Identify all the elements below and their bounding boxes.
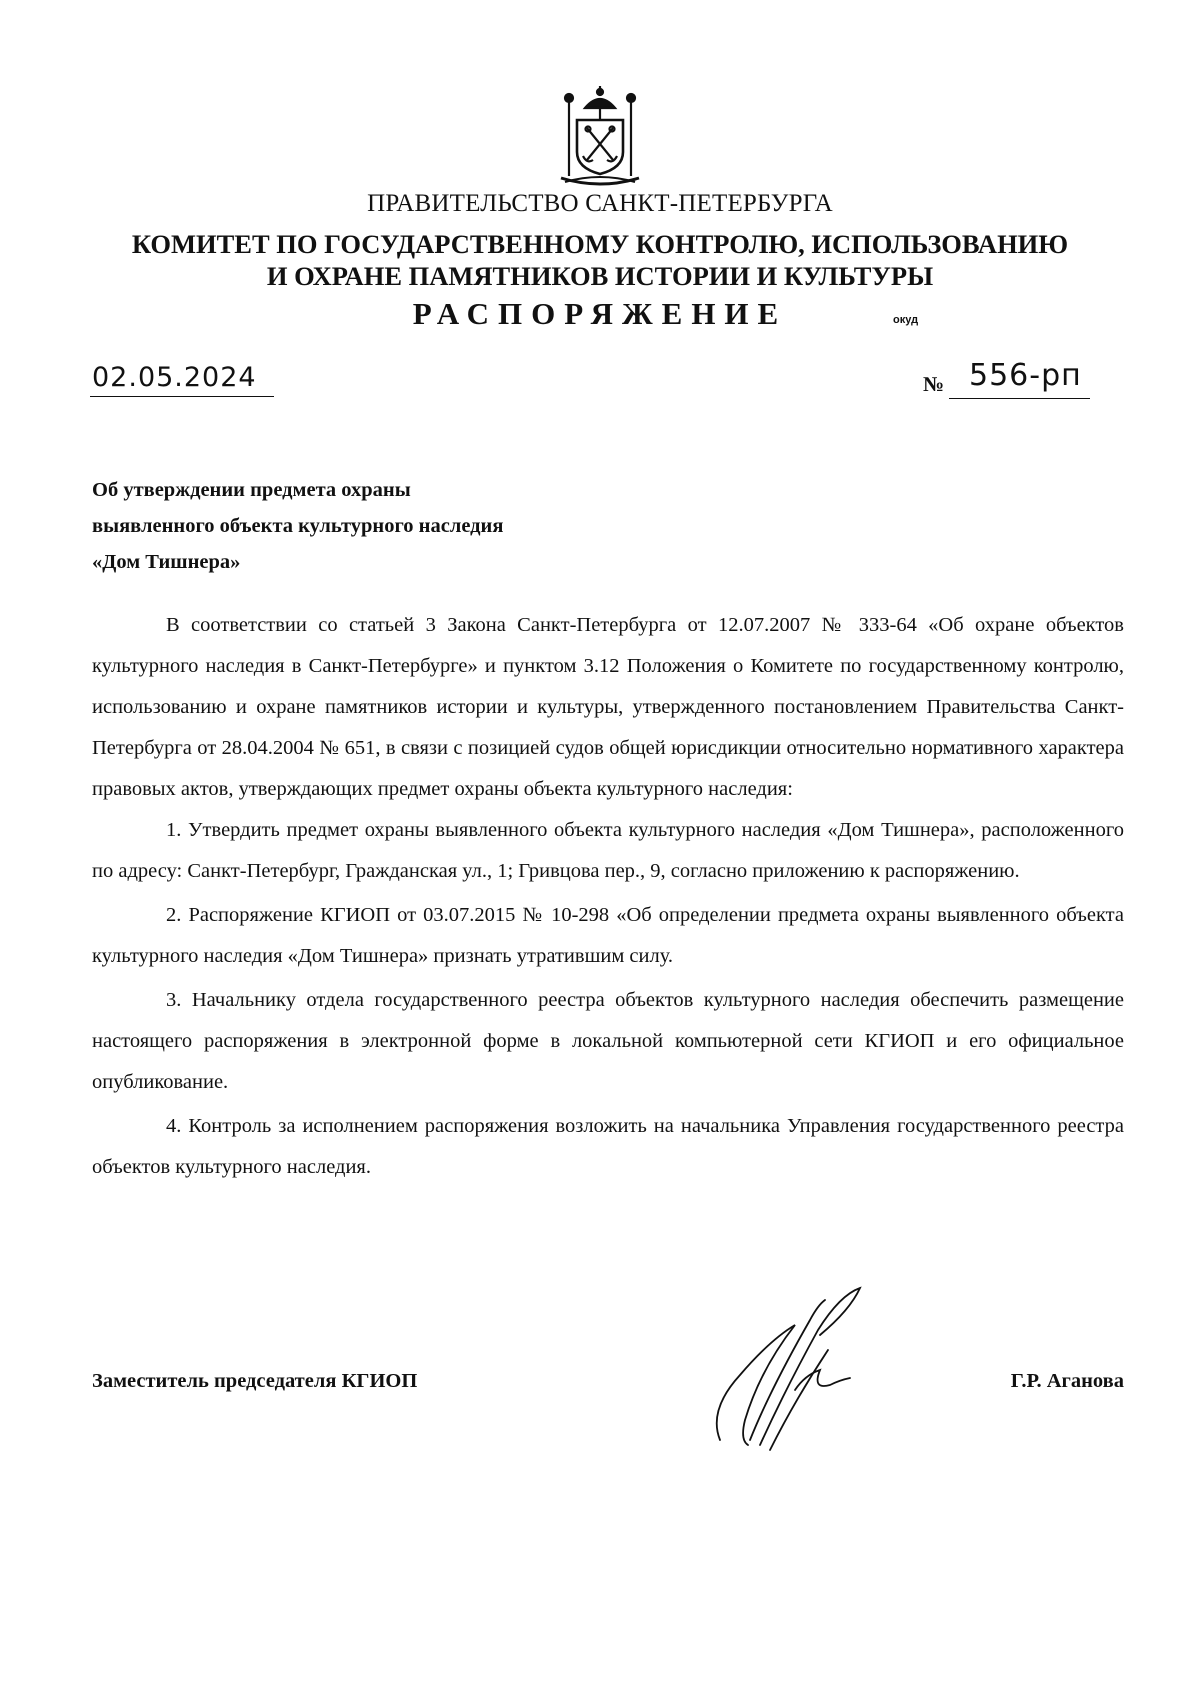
number-underline	[949, 398, 1090, 399]
coat-of-arms-icon	[555, 86, 645, 188]
preamble-paragraph: В соответствии со статьей 3 Закона Санкт-Петербурга от 12.07.2007 № 333-64 «Об охране объектов культурного наследия в Санкт-Петербурге» и пунктом 3.12 Положения о Комитете по государственному контролю, использованию и охране памятников истории и культуры, утвержденного постановлением Правительства Санкт-Петербурга от 28.04.2004 № 651, в связи с позицией судов общей юрисдикции относительно нормативного характера правовых актов, утверждающих предмет охраны объекта культурного наследия:	[92, 614, 1124, 800]
signer-position: Заместитель председателя КГИОП	[92, 1370, 418, 1392]
committee-line-1: КОМИТЕТ ПО ГОСУДАРСТВЕННОМУ КОНТРОЛЮ, ИСПОЛЬЗОВАНИЮ	[131, 229, 1069, 259]
item-paragraph: 3. Начальнику отдела государственного реестра объектов культурного наследия обеспечить размещение настоящего распоряжения в электронной форме в локальной компьютерной сети КГИОП и его официальное опубликование.	[92, 989, 1124, 1093]
subject-line: выявленного объекта культурного наследия	[92, 515, 504, 537]
subject-line: Об утверждении предмета охраны	[92, 479, 411, 501]
document-subject	[92, 472, 503, 580]
item-paragraph: 2. Распоряжение КГИОП от 03.07.2015 № 10-298 «Об определении предмета охраны выявленного объекта культурного наследия «Дом Тишнера» признать утратившим силу.	[92, 904, 1124, 967]
item-paragraph: 4. Контроль за исполнением распоряжения возложить на начальника Управления государственного реестра объектов культурного наследия.	[92, 1115, 1124, 1178]
okud-label: окуд	[893, 314, 919, 326]
number-sign: №	[923, 372, 945, 396]
document-body	[92, 605, 1124, 1188]
committee-title	[0, 228, 1200, 292]
document-date: 02.05.2024	[90, 360, 274, 397]
number-value: 556-рп	[969, 358, 1082, 393]
item-paragraph: 1. Утвердить предмет охраны выявленного объекта культурного наследия «Дом Тишнера», расположенного по адресу: Санкт-Петербург, Гражданская ул., 1; Гривцова пер., 9, согласно приложению к распоряжению.	[92, 819, 1124, 882]
subject-line: «Дом Тишнера»	[92, 551, 241, 573]
committee-line-2: И ОХРАНЕ ПАМЯТНИКОВ ИСТОРИИ И КУЛЬТУРЫ	[266, 261, 934, 291]
government-title: ПРАВИТЕЛЬСТВО САНКТ-ПЕТЕРБУРГА	[367, 190, 833, 217]
signature-icon	[700, 1280, 880, 1460]
document-number	[923, 358, 1090, 398]
signer-name: Г.Р. Аганова	[1010, 1370, 1124, 1392]
document-type: РАСПОРЯЖЕНИЕ	[412, 296, 788, 331]
